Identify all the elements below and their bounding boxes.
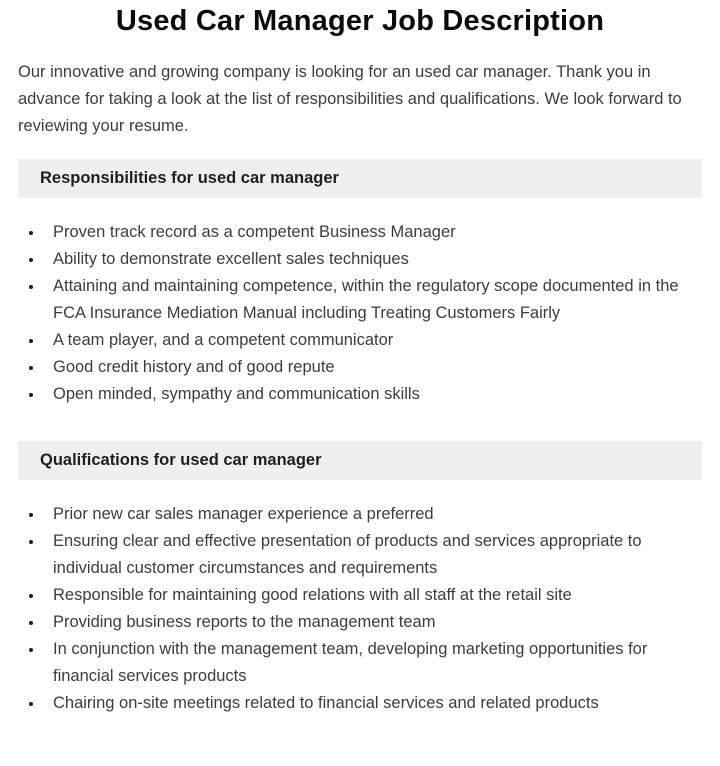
list-item: • Chairing on-site meetings related to financial services and related products (44, 690, 702, 717)
list-item: • Open minded, sympathy and communication skills (44, 381, 702, 408)
list-item: • Good credit history and of good repute (44, 354, 702, 381)
responsibilities-list (18, 219, 702, 408)
list-item: • Responsible for maintaining good relations with all staff at the retail site (44, 582, 702, 609)
list-item: • Ability to demonstrate excellent sales techniques (44, 246, 702, 273)
section-heading-responsibilities: Responsibilities for used car manager (18, 159, 702, 198)
list-item: • A team player, and a competent communicator (44, 327, 702, 354)
list-item: • In conjunction with the management team, developing marketing opportunities for financial services products (44, 636, 702, 690)
list-item: • Proven track record as a competent Business Manager (44, 219, 702, 246)
section-heading-qualifications: Qualifications for used car manager (18, 441, 702, 480)
intro-paragraph: Our innovative and growing company is looking for an used car manager. Thank you in advance for taking a look at the list of responsibilities and qualifications. We look forward to reviewing your resume. (18, 62, 682, 135)
job-description-page (0, 6, 720, 717)
list-item: • Attaining and maintaining competence, within the regulatory scope documented in the FCA Insurance Mediation Manual including Treating Customers Fairly (44, 273, 702, 327)
section-qualifications (18, 441, 702, 717)
section-responsibilities (18, 159, 702, 408)
list-item: • Ensuring clear and effective presentation of products and services appropriate to individual customer circumstances and requirements (44, 528, 702, 582)
qualifications-list (18, 501, 702, 717)
list-item: • Providing business reports to the management team (44, 609, 702, 636)
page-title: Used Car Manager Job Description (115, 5, 605, 37)
list-item: • Prior new car sales manager experience a preferred (44, 501, 702, 528)
